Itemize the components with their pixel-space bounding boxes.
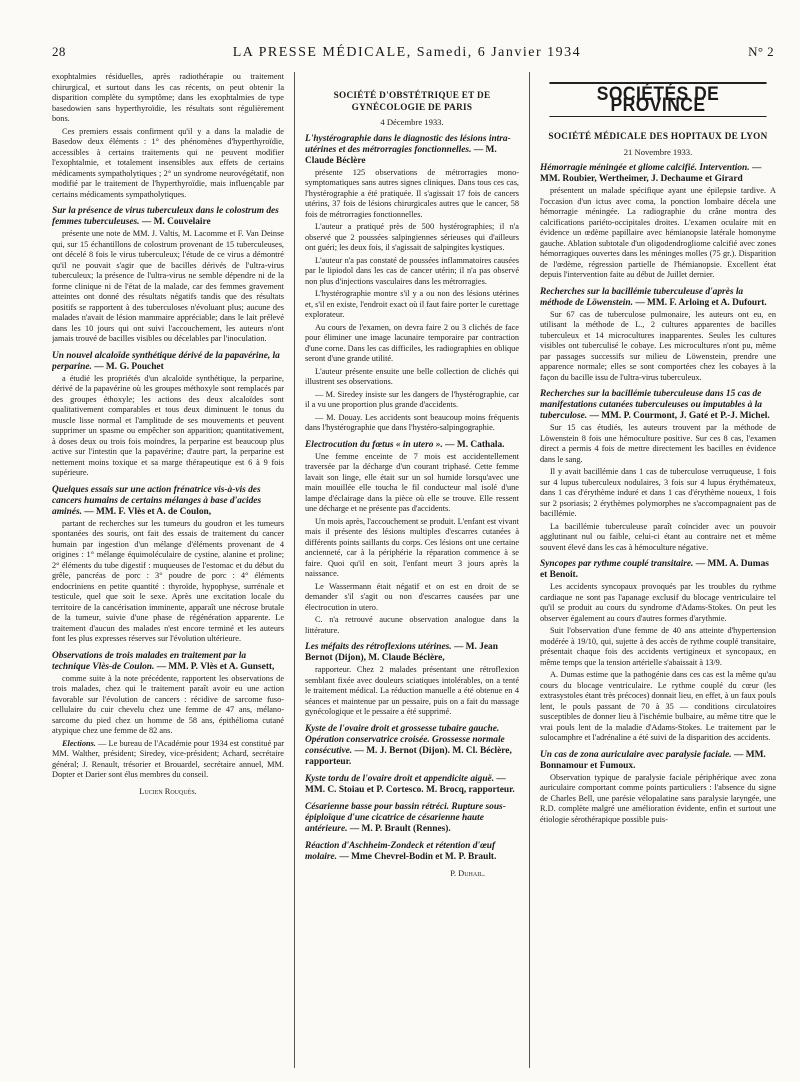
section-body: partant de recherches sur les tumeurs du goudron et les tumeurs spontanées des souris, ont fait des essais de traitement du cancer humain par ingestion d'un mélange d'éléments provenant de 4 origines : 1° mélange équimoléculaire de cystine, alanine et proline; 2° éléments du tube digestif : muqueuses de l'estomac et du début du grêle, pancréas de porc : 3° poudre de porc : 4° éléments endocriniens en petite quantité : thyroïde, hypophyse, surrénale et testicule, quel que soit le sexe. Après une excitation locale du territoire de la cancérisation imminente, apparaît une nécrose brutale de la tumeur, suivie d'une phase de régénération apparente. Le traitement d'aucun des malades n'est encore terminé et les auteurs font les plus expresses réserves sur l'évolution ultérieure. — [52, 518, 284, 643]
section-body: Une femme enceinte de 7 mois est accidentellement traversée par la décharge d'un courant triphasé. Cette femme lavait son linge, elle était sur un sol humide lorsqu'avec une main mouillée elle toucha le fil conducteur mal isolé d'une lampe d'éclairage dans la pièce où elle se trouve. Elle ressent une décharge et ne présente pas d'accidents. — [305, 451, 519, 513]
section-title: Réaction d'Aschheim-Zondeck et rétention d'œuf molaire. — [305, 840, 496, 862]
section-authors: — MM. Roubier, Wertheimer, J. Dechaume et Girard — [540, 163, 762, 184]
column-divider — [294, 72, 295, 1068]
section-heading — [540, 750, 776, 772]
section-heading — [52, 485, 284, 518]
elections-body: — Le bureau de l'Académie pour 1934 est constitué par MM. Walther, président; Siredey, vice-président; Achard, secrétaire général; J. Renault, trésorier et Brouardel, secrétaire annuel, MM. Dopter et Darier sont élus membres du conseil. — [52, 738, 284, 779]
section-heading — [305, 134, 519, 167]
section-title: Kyste de l'ovaire droit et grossesse tubaire gauche. Opération conservatrice croisée. Grossesse normale consécutive. — [305, 723, 505, 756]
paragraph: L'auteur n'a pas constaté de poussées inflammatoires causées par le lipiodol dans les cas de cancer utérin; il n'a pas observé non plus d'injections vasculaires dans les métrorragies. — [305, 255, 519, 286]
society-title: SOCIÉTÉ MÉDICALE DES HOPITAUX DE LYON — [548, 131, 768, 141]
paragraph: C. n'a retrouvé aucune observation analogue dans la littérature. — [305, 615, 519, 635]
paragraph: Suit l'observation d'une femme de 40 ans atteinte d'hypertension modérée à 19/10, qui, sujette à des accès de rythme couplé transitaire, présentait chaque fois des accidents vertigineux et syncopaux, en même temps que la tension artérielle s'abaissait à 13/9. — [540, 626, 776, 667]
section-authors: — MM. C. Stoiau et P. Cortesco. M. Brocq, rapporteur. — [305, 773, 515, 795]
section-authors: — MM. F. Arloing et A. Dufourt. — [635, 297, 767, 308]
paragraph: Au cours de l'examen, on devra faire 2 ou 3 clichés de face pour éliminer une image lacunaire temporaire par contraction d'une corne. Dans les cas difficiles, les radiographies en oblique seront d'une grande utilité. — [305, 322, 519, 363]
section-heading — [52, 651, 284, 673]
section-authors: — M. Claude Béclère — [305, 144, 497, 166]
section-heading — [305, 642, 519, 664]
section-body: Observation typique de paralysie faciale périphérique avec zona auriculaire comportant comme points particuliers : l'absence du signe de Charles Bell, une parésie vélopalatine sans paralysie laryngée, une R.D. complète malgré une amélioration évidente, enfin et surtout une étiologie sérothérapique possible puis- — [540, 772, 776, 824]
section-title: Observations de trois malades en traitement par la technique Vlès-de Coulon. — [52, 650, 247, 672]
section-authors: — MM. F. Vlès et A. de Coulon, — [84, 506, 212, 517]
paragraph: — M. Douay. Les accidents sont beaucoup moins fréquents dans l'hystérographie que dans l'hystéro-salpingographie. — [305, 412, 519, 432]
paragraph: Il y avait bacillémie dans 1 cas de tuberculose verruqueuse, 1 fois sur 4 lupus tuberculeux nodulaires, 3 fois sur 4 lupus érythémateux, dans 1 cas d'érythème induré et dans 1 cas d'érythème noueux, 1 fois sur 2 psoriasis; 2 érythèmes polymorphes ne s'accompagnaient pas de bacillémie. — [540, 467, 776, 518]
column-1 — [52, 72, 284, 1068]
paragraph: La bacillémie tuberculeuse paraît coïncider avec un pouvoir agglutinant nul ou faible, celui-ci étant au contraire net et même souvent élevé dans les cas à hémoculture négative. — [540, 521, 776, 552]
section-heading — [305, 724, 519, 768]
columns — [52, 72, 774, 1068]
elections-title: Elections. — [62, 738, 96, 748]
section-heading — [305, 440, 519, 451]
paragraph: Le Wassermann était négatif et on est en droit de se demander s'il s'agit ou non d'escarres causées par une électrocution in utero. — [305, 581, 519, 612]
meeting-date: 21 Novembre 1933. — [623, 146, 693, 157]
section-heading — [305, 841, 519, 863]
section-heading — [52, 351, 284, 373]
section-body: a étudié les propriétés d'un alcaloïde synthétique, la perparine, dérivé de la papavérine où les groupes méthoxyle sont remplacés par des groupes éthoxyle; les actions des deux alcaloïdes sont qualitativement comparables et tous deux diminuent le tonus du muscle lisse normal et l'amplitude de ses mouvements et peuvent supprimer un spasme ou empêcher son apparition; quantitativement, à doses deux ou trois fois moindres, la perparine est beaucoup plus active sur l'intestin que la papavérine; d'autre part, la perparine est nettement moins toxique et sa marge thérapeutique est 6 à 9 fois supérieure. — [52, 373, 284, 477]
section-title: Quelques essais sur une action frénatrice vis-à-vis des cancers humains de certains mélanges à base d'acides aminés. — [52, 484, 262, 517]
paragraph: — M. Siredey insiste sur les dangers de l'hystérographie, car il a vu une proportion plus grande d'accidents. — [305, 389, 519, 409]
section-authors: — M. Jean Bernot (Dijon), M. Claude Béclère, — [305, 642, 498, 663]
page-header — [52, 44, 774, 64]
page-number: 28 — [52, 44, 66, 59]
section-body: présente une note de MM. J. Valtis, M. Lacomme et F. Van Deinse qui, sur 15 échantillons de colostrum provenant de 15 tuberculeuses, ont décelé 8 fois le virus tuberculeux; l'étude de ce virus a démontré qu'il ne pouvait s'agir que de bacilles dérivés de l'ultra-virus tuberculeux; la présence de l'ultra-virus ne semble dépendre ni de la forme clinique ni de l'état de la malade, car des femmes gravement atteintes ont donné des résultats négatifs tandis que des résultats positifs se rapportent à des tuberculoses n'évoluant plus; aucune des malades n'avait de lésion mammaire appréciable; dans le lait prélevé dans les 10 jours qui ont suivi l'accouchement, les auteurs n'ont jamais trouvé de bacilles visibles ou décelables par l'inoculation. — [52, 229, 284, 343]
signature: Lucien Rouquès. — [139, 786, 197, 796]
section-title: L'hystérographie dans le diagnostic des lésions intra-utérines et des métrorragies fonctionnelles. — [305, 133, 511, 155]
section-heading — [540, 163, 776, 185]
column-3 — [540, 72, 776, 1068]
paragraph: L'auteur a pratiqué près de 500 hystérographies; il n'a observé que 2 poussées salpingiennes sérieuses qui d'ailleurs ont guéri; les deux fois, il s'agissait de salpingites kystiques. — [305, 222, 519, 252]
society-title: SOCIÉTÉ D'OBSTÉTRIQUE ET DE GYNÉCOLOGIE DE PARIS — [333, 90, 491, 112]
paragraph: exophtalmies résiduelles, après radiothérapie ou traitement chirurgical, et surtout dans les cas récents, on peut obtenir la disparition complète du symptôme; dans les exophtalmies de type basedowien sans hyperthyroïdie, les résultats sont régulièrement bons. — [52, 72, 284, 123]
section-authors: — M. Cathala. — [445, 439, 505, 450]
section-authors: — M. Couvelaire — [141, 217, 211, 227]
section-heading — [305, 774, 519, 796]
section-authors: — Mme Chevrel-Bodin et M. P. Brault. — [339, 851, 497, 862]
section-title: Un nouvel alcaloïde synthétique dérivé de la papavérine, la perparine. — [52, 350, 280, 372]
section-title: Kyste tordu de l'ovaire droit et appendicite aiguë. — [305, 773, 495, 784]
section-body: Les accidents syncopaux provoqués par les troubles du rythme cardiaque ne sont pas l'apanage exclusif du blocage ventriculaire tel qu'il se produit au cours du syndrome d'Adams-Stokes. On peut les observer également au cours d'autres formes d'arythmie. — [540, 582, 776, 623]
section-title: Syncopes par rythme couplé transitaire. — [540, 559, 694, 569]
section-title: Electrocution du fœtus « in utero ». — [305, 439, 443, 450]
section-body: Sur 67 cas de tuberculose pulmonaire, les auteurs ont eu, en utilisant la méthode de L., 2 cultures apparentes de bacilles tuberculeux et 14 microcultures inapparentes. Seules les cultures visibles ont tuberculisé le cobaye. Les microcultures n'ont pu, même par passages successifs sur milieu de Löwenstein, prendre une apparence normale; elles se sont comportées chez les cobayes à la façon du bacille issu de l'ultra-virus tuberculeux. — [540, 309, 776, 382]
section-authors: — M. G. Pouchet — [94, 361, 164, 372]
section-heading — [52, 206, 284, 228]
meeting-date: 4 Décembre 1933. — [380, 117, 444, 127]
section-authors: — MM. P. Vlès et A. Gunsett, — [156, 661, 275, 672]
section-authors: — M. P. Brault (Rennes). — [349, 823, 451, 834]
signature: P. Duhail. — [450, 868, 485, 878]
section-title: Césarienne basse pour bassin rétréci. Rupture sous-épiploïque d'une cicatrice de césarienne haute antérieure. — [305, 801, 506, 834]
section-authors: — MM. A. Dumas et Benoit. — [540, 559, 769, 580]
section-banner: SOCIÉTÉS DE PROVINCE — [549, 82, 766, 117]
section-authors: — MM. P. Courmont, J. Gaté et P.-J. Michel. — [589, 411, 770, 421]
column-divider — [529, 72, 530, 1068]
paragraph: L'auteur présente ensuite une belle collection de clichés qui illustrent ses observations. — [305, 366, 519, 386]
section-body: présente 125 observations de métrorragies mono-symptomatiques sans autres signes cliniques. Dans tous ces cas, l'hystérographie a été pratiquée. Il s'agissait 17 fois de cancers utérins, 37 fois de lésions chirurgicales autres que le cancer, 58 fois de métrorragies fonctionnelles. — [305, 167, 519, 219]
paragraph: Ces premiers essais confirment qu'il y a dans la maladie de Basedow deux éléments : 1° des phénomènes d'hyperthyroïdie, accessibles à certains traitements qui ne peuvent modifier l'exophtalmie, et totalement insensibles aux effets de certains médicaments sympatholytiques ; 2° un syndrome neurovégétatif, non modifié par le traitement de l'hyperthyroïdie, mais influençable par certains médicaments sympatholytiques. — [52, 126, 284, 199]
section-title: Hémorragie méningée et gliome calcifié. Intervention. — [540, 163, 750, 173]
section-heading — [540, 559, 776, 581]
column-2 — [305, 72, 519, 1068]
section-body: présentent un malade spécifique ayant une épilepsie tardive. A l'occasion d'un ictus avec coma, la ponction lombaire décela une hémorragie méningée. La radiographie du crâne montra des calcifications pariéto-occipitales droites. L'examen oculaire mit en évidence un œdème papillaire avec hémianopsie latérale homonyme gauche. Ablation subtotale d'un oligodendrogliome calcifié avec zones hémorragiques ouvertes dans les méninges molles (75 gr.). Disparition de l'œdème, régression partielle de l'hémianopsie. Excellent état depuis l'intervention faite au début de Juillet dernier. — [540, 186, 776, 279]
section-heading — [540, 287, 776, 309]
paragraph: A. Dumas estime que la pathogénie dans ces cas est la même qu'au cours du blocage ventriculaire. Le rythme couplé du cœur (les extrasystoles étant très précoces) donnait lieu, en effet, à un faux pouls lent, le pouls passant de 70 à 35 — conditions circulatoires susceptibles de donner lieu à l'ischémie bulbaire, au même titre que le vrai pouls lent de la maladie d'Adams-Stokes. Le traitement par le sulocamphre et l'adrénaline a été suivi de la disparition des accidents. — [540, 670, 776, 742]
section-title: Un cas de zona auriculaire avec paralysie faciale. — [540, 749, 732, 760]
section-heading — [540, 389, 776, 422]
section-title: Sur la présence de virus tuberculeux dans le colostrum des femmes tuberculeuses. — [52, 206, 279, 227]
section-title: Recherches sur la bacillémie tuberculeuse dans 15 cas de manifestations cutanées tuberculeuses ou imputables à la tuberculose. — [540, 389, 762, 421]
journal-title: LA PRESSE MÉDICALE, Samedi, 6 Janvier 1934 — [232, 45, 582, 60]
section-authors: — M. J. Bernot (Dijon). M. Cl. Béclère, rapporteur. — [305, 745, 512, 767]
section-authors: — MM. Bonnamour et Fumoux. — [540, 749, 766, 771]
section-title: Recherches sur la bacillémie tuberculeuse d'après la méthode de Löwenstein. — [540, 286, 744, 308]
paragraph: Un mois après, l'accouchement se produit. L'enfant est vivant mais il présente des lésions multiples d'escarres cutanées à différents points saillants du corps. Ces lésions ont une certaine ancienneté, car à la périphérie la réparation commence à se faire. Quoi qu'il en soit, l'enfant meurt 3 jours après la naissance. — [305, 516, 519, 578]
section-body: Sur 15 cas étudiés, les auteurs trouvent par la méthode de Löwenstein 8 fois une hémoculture positive. Sur ces 8 cas, l'examen direct a permis 4 fois de mettre directement les bacilles en évidence dans le sang. — [540, 423, 776, 464]
issue-number: N° 2 — [748, 44, 774, 59]
section-body: comme suite à la note précédente, rapportent les observations de trois malades, chez qui le traitement paraît avoir eu une action favorable sur l'évolution de cancers : récidive de sarcome fuso-cellulaire du cuir chevelu chez une femme de 47 ans, mélano-sarcome du pied chez un homme de 58 ans, épithélioma cutané atypique chez une femme de 82 ans. — [52, 673, 284, 735]
elections-paragraph — [52, 739, 284, 781]
section-title: Les méfaits des rétroflexions utérines. — [305, 642, 452, 652]
paragraph: L'hystérographie montre s'il y a ou non des lésions utérines et, s'il en existe, l'endroit exact où il faut faire porter le curettage explorateur. — [305, 289, 519, 319]
section-heading — [305, 802, 519, 835]
section-body: rapporteur. Chez 2 malades présentant une rétroflexion semblant fixée avec douleurs sciatiques intolérables, on a tenté le traitement médical. La réduction manuelle a été obtenue en 4 séances et maintenue par un pessaire, puis on a fait du massage gynécologique et le pessaire a été supprimé. — [305, 665, 519, 716]
